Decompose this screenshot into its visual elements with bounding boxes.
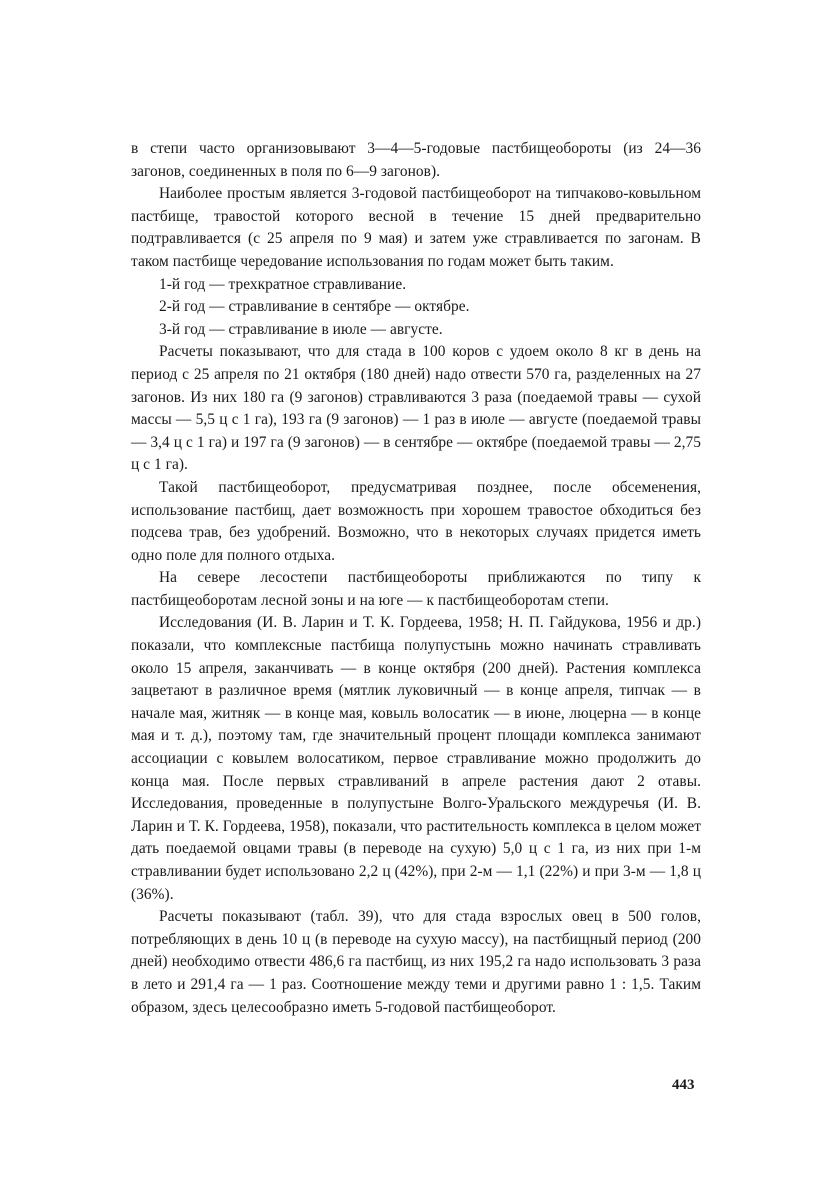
paragraph-continuation: в степи часто организовывают 3—4—5-годовые пастбищеобороты (из 24—36 загонов, соединенных в поля по 6—9 загонов). (131, 140, 701, 180)
list-item-year-2: 2-й год — стравливание в сентябре — октябре. (159, 298, 470, 316)
page-number: 443 (672, 1077, 695, 1093)
list-item-year-1: 1-й год — трехкратное стравливание. (159, 275, 407, 293)
paragraph-sheep-calculation: Расчеты показывают (табл. 39), что для стада взрослых овец в 500 голов, потребляющих в день 10 ц (в переводе на сухую массу), на пастбищный период (200 дней) необходимо отвести 486,6 га пастбищ, из них 195,2 га надо использовать 3 раза в лето и 291,4 га — 1 раз. Соотношение между теми и другими равно 1 : 1,5. Таким образом, здесь целесообразно иметь 5-годовой пастбищеоборот. (131, 908, 701, 1016)
paragraph-semi-desert-research: Исследования (И. В. Ларин и Т. К. Гордеева, 1958; Н. П. Гайдукова, 1956 и др.) показали, что комплексные пастбища полупустынь можно начинать стравливать около 15 апреля, заканчивать — в конце октября (200 дней). Растения комплекса зацветают в различное время (мятлик луковичный — в конце апреля, типчак — в начале мая, житняк — в конце мая, ковыль волосатик — в июне, люцерна — в конце мая и т. д.), поэтому там, где значительный процент площади комплекса занимают ассоциации с ковылем волосатиком, первое стравливание можно продолжить до конца мая. После первых стравливаний в апреле растения дают 2 отавы. Исследования, проведенные в полупустыне Волго-Уральского междуречья (И. В. Ларин и Т. К. Гордеева, 1958), показали, что растительность комплекса в целом может дать поедаемой овцами травы (в переводе на сухую) 5,0 ц с 1 га, из них при 1-м стравливании будет использовано 2,2 ц (42%), при 2-м — 1,1 (22%) и при 3-м — 1,8 ц (36%). (131, 614, 701, 903)
paragraph-forest-steppe: На севере лесостепи пастбищеобороты приближаются по типу к пастбищеоборотам лесной зоны и на юге — к пастбищеоборотам степи. (131, 569, 701, 609)
paragraph-three-year-rotation: Наиболее простым является 3-годовой пастбищеоборот на типчаково-ковыльном пастбище, травостой которого весной в течение 15 дней предварительно подтравливается (с 25 апреля по 9 мая) и затем уже стравливается по загонам. В таком пастбище чередование использования по годам может быть таким. (131, 185, 701, 270)
body-text (131, 138, 701, 1019)
list-item-year-3: 3-й год — стравливание в июле — августе. (159, 320, 443, 338)
paragraph-late-use: Такой пастбищеоборот, предусматривая позднее, после обсеменения, использование пастбищ, дает возможность при хорошем травостое обходиться без подсева трав, без удобрений. Возможно, что в некоторых случаях придется иметь одно поле для полного отдыха. (131, 478, 701, 564)
paragraph-cow-herd-calculation: Расчеты показывают, что для стада в 100 коров с удоем около 8 кг в день на период с 25 апреля по 21 октября (180 дней) надо отвести 570 га, разделенных на 27 загонов. Из них 180 га (9 загонов) стравливаются 3 раза (поедаемой травы — сухой массы — 5,5 ц с 1 га), 193 га (9 загонов) — 1 раз в июле — августе (поедаемой травы — 3,4 ц с 1 га) и 197 га (9 загонов) — в сентябре — октябре (поедаемой травы — 2,75 ц с 1 га). (131, 343, 701, 474)
